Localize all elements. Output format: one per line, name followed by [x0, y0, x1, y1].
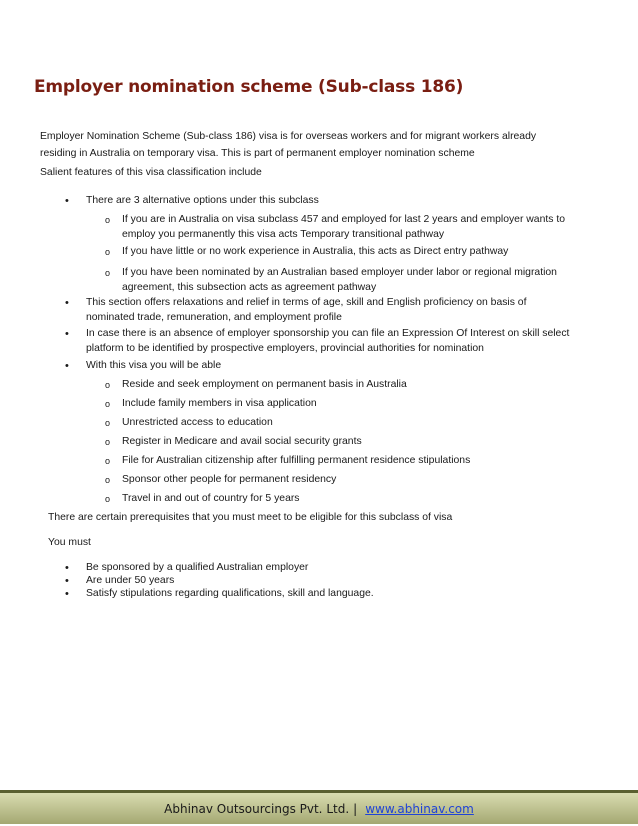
feature-sub-item: Travel in and out of country for 5 years — [122, 493, 300, 504]
requirement-item: Be sponsored by a qualified Australian employer — [86, 562, 309, 573]
sub-item-line: If you are in Australia on visa subclass 457 and employed for last 2 years and employer wants to — [122, 214, 565, 225]
sub-item-line: employ you permanently this visa acts Temporary transitional pathway — [122, 229, 445, 240]
sub-bullet-icon: o — [105, 399, 111, 409]
sub-bullet-icon: o — [105, 456, 111, 466]
intro-paragraph — [40, 128, 600, 162]
you-must-heading: You must — [48, 537, 91, 548]
feature-line: platform to be identified by prospective employers, provincial authorities for nomination — [86, 343, 484, 354]
sub-bullet-icon: o — [105, 380, 111, 390]
sub-item-line: If you have been nominated by an Australian based employer under labor or regional migration — [122, 267, 557, 278]
feature-sub-item: Reside and seek employment on permanent basis in Australia — [122, 379, 407, 390]
sub-item-line: agreement, this subsection acts as agreement pathway — [122, 282, 377, 293]
bullet-icon: • — [65, 328, 69, 340]
feature-line: nominated trade, remuneration, and employment profile — [86, 312, 342, 323]
feature-sub-item: Sponsor other people for permanent residency — [122, 474, 337, 485]
footer-separator: | — [353, 801, 358, 816]
requirement-item: Are under 50 years — [86, 575, 175, 586]
feature-item — [86, 295, 596, 325]
feature-sub-item: Register in Medicare and avail social security grants — [122, 436, 362, 447]
bullet-icon: • — [65, 360, 69, 372]
feature-sub-item — [122, 265, 592, 295]
feature-item — [86, 326, 596, 356]
sub-bullet-icon: o — [105, 247, 111, 257]
feature-sub-item — [122, 212, 592, 242]
feature-item: There are 3 alternative options under this subclass — [86, 195, 319, 206]
sub-bullet-icon: o — [105, 215, 111, 225]
feature-line: In case there is an absence of employer sponsorship you can file an Expression Of Interest on skill select — [86, 328, 570, 339]
feature-line: This section offers relaxations and relief in terms of age, skill and English proficiency on basis of — [86, 297, 527, 308]
feature-sub-item: File for Australian citizenship after fulfilling permanent residence stipulations — [122, 455, 471, 466]
feature-sub-item — [122, 244, 592, 259]
footer-company: Abhinav Outsourcings Pvt. Ltd. — [164, 801, 350, 816]
sub-item-line: If you have little or no work experience in Australia, this acts as Direct entry pathway — [122, 246, 509, 257]
sub-bullet-icon: o — [105, 494, 111, 504]
sub-bullet-icon: o — [105, 475, 111, 485]
bullet-icon: • — [65, 575, 69, 587]
requirement-item: Satisfy stipulations regarding qualifications, skill and language. — [86, 588, 374, 599]
prerequisites-paragraph: There are certain prerequisites that you must meet to be eligible for this subclass of visa — [48, 512, 453, 523]
feature-item: With this visa you will be able — [86, 360, 222, 371]
footer-website-link[interactable]: www.abhinav.com — [365, 801, 474, 816]
bullet-icon: • — [65, 195, 69, 207]
sub-bullet-icon: o — [105, 418, 111, 428]
sub-bullet-icon: o — [105, 437, 111, 447]
intro-line: residing in Australia on temporary visa. This is part of permanent employer nomination scheme — [40, 148, 475, 159]
intro-line: Employer Nomination Scheme (Sub-class 186) visa is for overseas workers and for migrant workers already — [40, 131, 537, 142]
feature-sub-item: Unrestricted access to education — [122, 417, 273, 428]
bullet-icon: • — [65, 588, 69, 600]
salient-heading: Salient features of this visa classification include — [40, 167, 262, 178]
bullet-icon: • — [65, 562, 69, 574]
page-footer — [0, 790, 638, 824]
bullet-icon: • — [65, 297, 69, 309]
page-title: Employer nomination scheme (Sub-class 186) — [34, 77, 464, 97]
sub-bullet-icon: o — [105, 268, 111, 278]
feature-sub-item: Include family members in visa application — [122, 398, 317, 409]
